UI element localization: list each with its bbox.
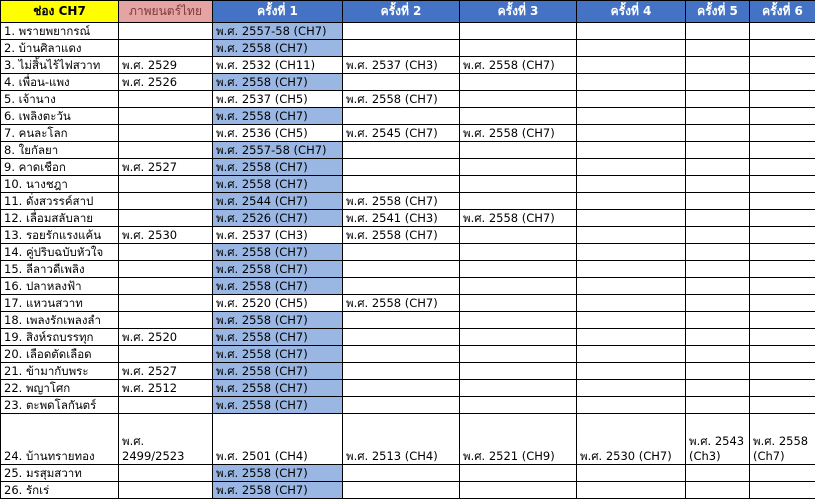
cell-round-3: [460, 329, 577, 346]
cell-round-1: พ.ศ. 2537 (CH3): [213, 227, 343, 244]
table-row: [1, 108, 815, 125]
cell-round-1: พ.ศ. 2558 (CH7): [213, 74, 343, 91]
cell-title: 11. ดั่งสวรรค์สาป: [1, 193, 119, 210]
cell-thai-film: [119, 346, 213, 363]
cell-round-6: พ.ศ. 2558 (Ch7): [750, 414, 815, 465]
cell-round-2: [343, 465, 460, 482]
cell-round-5: [686, 193, 750, 210]
cell-round-5: [686, 346, 750, 363]
cell-round-4: [577, 244, 686, 261]
cell-round-5: [686, 74, 750, 91]
cell-round-4: [577, 363, 686, 380]
table-row: [1, 176, 815, 193]
cell-round-1: พ.ศ. 2558 (CH7): [213, 329, 343, 346]
cell-round-5: [686, 40, 750, 57]
cell-round-1: พ.ศ. 2558 (CH7): [213, 346, 343, 363]
cell-round-4: [577, 312, 686, 329]
cell-round-5: [686, 244, 750, 261]
cell-round-1: พ.ศ. 2501 (CH4): [213, 414, 343, 465]
cell-round-4: [577, 261, 686, 278]
table-row: [1, 295, 815, 312]
cell-round-6: [750, 278, 815, 295]
cell-round-3: พ.ศ. 2558 (CH7): [460, 125, 577, 142]
cell-round-4: [577, 74, 686, 91]
cell-round-1: พ.ศ. 2558 (CH7): [213, 482, 343, 499]
table-row: [1, 74, 815, 91]
cell-thai-film: [119, 108, 213, 125]
cell-round-5: [686, 176, 750, 193]
header-round-2: ครั้งที่ 2: [343, 1, 460, 23]
cell-title: 9. คาดเชือก: [1, 159, 119, 176]
cell-round-2: [343, 40, 460, 57]
table-row: [1, 363, 815, 380]
cell-round-4: [577, 159, 686, 176]
cell-title: 22. พญาโศก: [1, 380, 119, 397]
cell-round-3: [460, 23, 577, 40]
cell-round-6: [750, 482, 815, 499]
cell-round-5: [686, 329, 750, 346]
cell-round-2: พ.ศ. 2558 (CH7): [343, 227, 460, 244]
cell-round-5: [686, 261, 750, 278]
cell-title: 17. แหวนสวาท: [1, 295, 119, 312]
cell-round-2: [343, 142, 460, 159]
cell-round-1: พ.ศ. 2558 (CH7): [213, 312, 343, 329]
cell-round-4: พ.ศ. 2530 (CH7): [577, 414, 686, 465]
cell-round-2: พ.ศ. 2545 (CH7): [343, 125, 460, 142]
cell-title: 4. เพื่อน-แพง: [1, 74, 119, 91]
cell-title: 20. เลือดตัดเลือด: [1, 346, 119, 363]
cell-round-5: [686, 125, 750, 142]
cell-thai-film: [119, 91, 213, 108]
cell-round-6: [750, 193, 815, 210]
cell-title: 19. สิงห์รถบรรทุก: [1, 329, 119, 346]
cell-round-6: [750, 74, 815, 91]
cell-title: 2. บ้านศิลาแดง: [1, 40, 119, 57]
cell-round-3: [460, 482, 577, 499]
cell-round-6: [750, 329, 815, 346]
cell-round-3: [460, 465, 577, 482]
cell-round-5: [686, 108, 750, 125]
cell-round-4: [577, 295, 686, 312]
cell-title: 12. เลื่อมสลับลาย: [1, 210, 119, 227]
cell-round-1: พ.ศ. 2520 (CH5): [213, 295, 343, 312]
cell-round-5: พ.ศ. 2543 (Ch3): [686, 414, 750, 465]
cell-thai-film: [119, 261, 213, 278]
cell-round-3: [460, 227, 577, 244]
cell-round-3: [460, 74, 577, 91]
table-row: [1, 40, 815, 57]
cell-round-5: [686, 295, 750, 312]
table-row: [1, 397, 815, 414]
cell-thai-film: พ.ศ. 2520: [119, 329, 213, 346]
cell-round-1: พ.ศ. 2558 (CH7): [213, 363, 343, 380]
cell-round-1: พ.ศ. 2557-58 (CH7): [213, 142, 343, 159]
cell-round-1: พ.ศ. 2558 (CH7): [213, 397, 343, 414]
cell-round-3: [460, 193, 577, 210]
cell-round-3: [460, 397, 577, 414]
cell-round-1: พ.ศ. 2537 (CH5): [213, 91, 343, 108]
cell-round-3: พ.ศ. 2558 (CH7): [460, 57, 577, 74]
cell-title: 7. คนละโลก: [1, 125, 119, 142]
cell-round-1: พ.ศ. 2558 (CH7): [213, 261, 343, 278]
cell-round-5: [686, 482, 750, 499]
cell-round-2: [343, 278, 460, 295]
cell-round-6: [750, 23, 815, 40]
cell-round-5: [686, 278, 750, 295]
cell-round-3: พ.ศ. 2558 (CH7): [460, 210, 577, 227]
cell-round-4: [577, 57, 686, 74]
cell-round-6: [750, 91, 815, 108]
cell-round-4: [577, 278, 686, 295]
table-row: [1, 482, 815, 499]
cell-round-6: [750, 210, 815, 227]
cell-round-2: [343, 261, 460, 278]
cell-round-2: พ.ศ. 2558 (CH7): [343, 295, 460, 312]
cell-round-2: [343, 397, 460, 414]
table-row: [1, 227, 815, 244]
cell-thai-film: [119, 482, 213, 499]
cell-round-1: พ.ศ. 2558 (CH7): [213, 244, 343, 261]
table-row: [1, 210, 815, 227]
cell-round-2: [343, 159, 460, 176]
cell-thai-film: [119, 23, 213, 40]
cell-round-6: [750, 125, 815, 142]
cell-round-3: [460, 176, 577, 193]
header-channel: ช่อง CH7: [1, 1, 119, 23]
cell-round-1: พ.ศ. 2558 (CH7): [213, 380, 343, 397]
header-round-3: ครั้งที่ 3: [460, 1, 577, 23]
table-row: [1, 159, 815, 176]
table-row: [1, 312, 815, 329]
cell-round-3: [460, 108, 577, 125]
cell-round-3: [460, 261, 577, 278]
cell-round-5: [686, 380, 750, 397]
cell-round-6: [750, 346, 815, 363]
cell-round-3: [460, 40, 577, 57]
cell-title: 15. ลีลาวดีเพลิง: [1, 261, 119, 278]
table-row: [1, 346, 815, 363]
cell-round-4: [577, 346, 686, 363]
cell-round-4: [577, 193, 686, 210]
cell-thai-film: พ.ศ. 2529: [119, 57, 213, 74]
cell-round-6: [750, 108, 815, 125]
cell-round-6: [750, 397, 815, 414]
cell-round-5: [686, 23, 750, 40]
cell-round-6: [750, 57, 815, 74]
cell-title: 14. คู่ปริบฉบับหัวใจ: [1, 244, 119, 261]
header-round-6: ครั้งที่ 6: [750, 1, 815, 23]
cell-round-6: [750, 261, 815, 278]
cell-title: 24. บ้านทรายทอง: [1, 414, 119, 465]
cell-round-2: [343, 380, 460, 397]
cell-title: 3. ไม่สิ้นไร้ไฟสวาท: [1, 57, 119, 74]
table-row: [1, 91, 815, 108]
cell-round-6: [750, 295, 815, 312]
cell-thai-film: [119, 312, 213, 329]
cell-thai-film: พ.ศ. 2530: [119, 227, 213, 244]
cell-round-2: [343, 346, 460, 363]
header-round-1: ครั้งที่ 1: [213, 1, 343, 23]
cell-thai-film: [119, 142, 213, 159]
header-row: [1, 1, 815, 23]
cell-round-3: [460, 380, 577, 397]
cell-round-4: [577, 23, 686, 40]
cell-round-5: [686, 397, 750, 414]
cell-title: 18. เพลงรักเพลงลำ: [1, 312, 119, 329]
cell-round-1: พ.ศ. 2558 (CH7): [213, 278, 343, 295]
cell-thai-film: [119, 40, 213, 57]
cell-round-5: [686, 91, 750, 108]
cell-round-4: [577, 210, 686, 227]
cell-round-2: [343, 244, 460, 261]
cell-round-5: [686, 312, 750, 329]
header-round-4: ครั้งที่ 4: [577, 1, 686, 23]
cell-round-1: พ.ศ. 2558 (CH7): [213, 465, 343, 482]
cell-round-6: [750, 142, 815, 159]
cell-round-3: [460, 244, 577, 261]
table-row: [1, 261, 815, 278]
table-body: [1, 23, 815, 499]
cell-round-2: [343, 176, 460, 193]
cell-round-3: [460, 363, 577, 380]
cell-title: 5. เจ้านาง: [1, 91, 119, 108]
cell-title: 21. ข้ามากับพระ: [1, 363, 119, 380]
cell-round-2: [343, 329, 460, 346]
cell-round-2: พ.ศ. 2558 (CH7): [343, 193, 460, 210]
cell-round-5: [686, 227, 750, 244]
cell-thai-film: พ.ศ. 2527: [119, 159, 213, 176]
cell-round-3: พ.ศ. 2521 (CH9): [460, 414, 577, 465]
cell-round-5: [686, 159, 750, 176]
cell-title: 23. ตะพดโลกันตร์: [1, 397, 119, 414]
cell-title: 25. มรสุมสวาท: [1, 465, 119, 482]
cell-round-2: [343, 108, 460, 125]
table-row: [1, 380, 815, 397]
cell-round-6: [750, 380, 815, 397]
cell-round-1: พ.ศ. 2532 (CH11): [213, 57, 343, 74]
cell-round-4: [577, 465, 686, 482]
cell-round-3: [460, 159, 577, 176]
header-thai-film: ภาพยนตร์ไทย: [119, 1, 213, 23]
cell-round-4: [577, 397, 686, 414]
cell-round-2: พ.ศ. 2513 (CH4): [343, 414, 460, 465]
table-row: [1, 125, 815, 142]
cell-round-2: [343, 363, 460, 380]
table-row: [1, 57, 815, 74]
cell-round-5: [686, 465, 750, 482]
cell-round-3: [460, 312, 577, 329]
cell-round-6: [750, 363, 815, 380]
cell-round-3: [460, 346, 577, 363]
cell-round-1: พ.ศ. 2558 (CH7): [213, 159, 343, 176]
cell-title: 6. เพลิงตะวัน: [1, 108, 119, 125]
cell-thai-film: [119, 210, 213, 227]
cell-thai-film: พ.ศ. 2526: [119, 74, 213, 91]
table-row: [1, 142, 815, 159]
cell-thai-film: [119, 125, 213, 142]
cell-round-3: [460, 91, 577, 108]
header-round-5: ครั้งที่ 5: [686, 1, 750, 23]
table-row: [1, 23, 815, 40]
cell-round-4: [577, 108, 686, 125]
cell-thai-film: [119, 176, 213, 193]
cell-round-4: [577, 142, 686, 159]
cell-thai-film: [119, 397, 213, 414]
cell-round-3: [460, 278, 577, 295]
cell-thai-film: [119, 244, 213, 261]
cell-round-2: [343, 23, 460, 40]
table-row: [1, 244, 815, 261]
cell-title: 13. รอยรักแรงแค้น: [1, 227, 119, 244]
cell-round-6: [750, 312, 815, 329]
cell-round-2: พ.ศ. 2541 (CH3): [343, 210, 460, 227]
cell-round-1: พ.ศ. 2526 (CH7): [213, 210, 343, 227]
cell-round-6: [750, 159, 815, 176]
cell-round-2: พ.ศ. 2558 (CH7): [343, 91, 460, 108]
cell-round-2: [343, 312, 460, 329]
cell-round-1: พ.ศ. 2557-58 (CH7): [213, 23, 343, 40]
cell-round-6: [750, 176, 815, 193]
cell-round-3: [460, 295, 577, 312]
cell-thai-film: พ.ศ. 2527: [119, 363, 213, 380]
cell-title: 10. นางชฎา: [1, 176, 119, 193]
cell-title: 26. รักเร่: [1, 482, 119, 499]
cell-round-5: [686, 210, 750, 227]
cell-round-4: [577, 329, 686, 346]
cell-round-6: [750, 227, 815, 244]
table-row: [1, 465, 815, 482]
cell-round-4: [577, 125, 686, 142]
cell-round-4: [577, 227, 686, 244]
cell-round-1: พ.ศ. 2536 (CH5): [213, 125, 343, 142]
cell-thai-film: [119, 278, 213, 295]
cell-title: 1. พรายพยากรณ์: [1, 23, 119, 40]
cell-round-3: [460, 142, 577, 159]
cell-round-4: [577, 176, 686, 193]
cell-round-4: [577, 40, 686, 57]
cell-round-1: พ.ศ. 2558 (CH7): [213, 176, 343, 193]
cell-thai-film: [119, 465, 213, 482]
cell-title: 16. ปลาหลงฟ้า: [1, 278, 119, 295]
table-row: [1, 193, 815, 210]
table-row: [1, 329, 815, 346]
cell-round-6: [750, 40, 815, 57]
cell-thai-film: พ.ศ. 2512: [119, 380, 213, 397]
cell-title: 8. ใยกัลยา: [1, 142, 119, 159]
cell-round-2: [343, 74, 460, 91]
table-row: [1, 278, 815, 295]
cell-thai-film: พ.ศ. 2499/2523: [119, 414, 213, 465]
cell-round-4: [577, 91, 686, 108]
cell-round-6: [750, 244, 815, 261]
table-row: [1, 414, 815, 465]
cell-round-1: พ.ศ. 2544 (CH7): [213, 193, 343, 210]
cell-round-4: [577, 380, 686, 397]
cell-round-6: [750, 465, 815, 482]
cell-round-5: [686, 142, 750, 159]
cell-round-2: [343, 482, 460, 499]
cell-round-5: [686, 57, 750, 74]
cell-round-4: [577, 482, 686, 499]
cell-round-1: พ.ศ. 2558 (CH7): [213, 108, 343, 125]
cell-round-5: [686, 363, 750, 380]
cell-round-2: พ.ศ. 2537 (CH3): [343, 57, 460, 74]
cell-round-1: พ.ศ. 2558 (CH7): [213, 40, 343, 57]
cell-thai-film: [119, 193, 213, 210]
cell-thai-film: [119, 295, 213, 312]
